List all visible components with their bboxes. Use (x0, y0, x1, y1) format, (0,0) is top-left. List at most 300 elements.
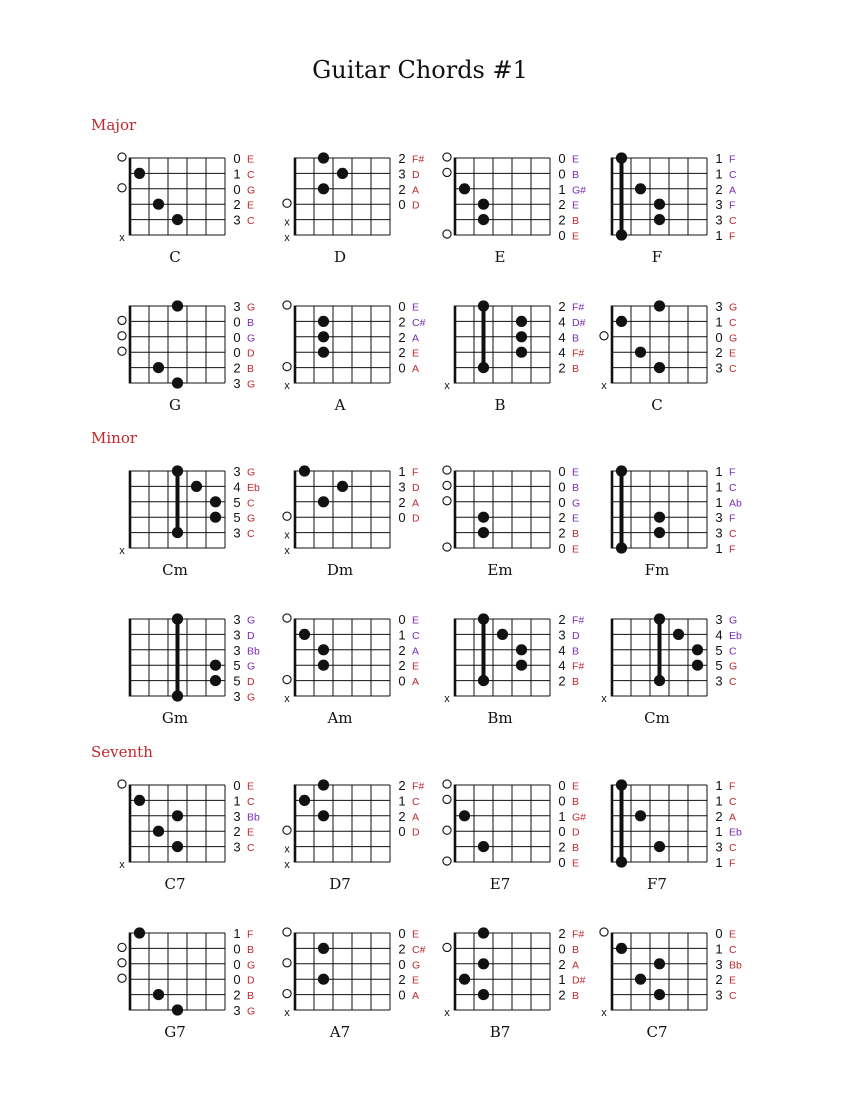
note-name: B (572, 645, 580, 658)
finger-dot (654, 362, 665, 373)
muted-string-marker: x (284, 232, 290, 244)
chord-row (91, 429, 742, 579)
muted-string-marker: x (119, 545, 125, 557)
finger-dot (172, 1004, 183, 1015)
finger-dot (654, 300, 665, 311)
fret-number: 2 (558, 525, 566, 541)
fret-number: 0 (398, 926, 406, 941)
chord-diagram (443, 926, 586, 1041)
open-string-marker (283, 676, 291, 684)
fret-number: 1 (558, 181, 566, 197)
fret-number: 2 (558, 299, 566, 314)
finger-dot (478, 362, 489, 373)
chord-name: Bm (487, 709, 513, 727)
fret-number: 2 (715, 808, 723, 824)
chord-diagram (444, 612, 584, 727)
chord-name: G7 (164, 1023, 186, 1041)
fret-number: 0 (398, 299, 406, 314)
note-name: B (572, 168, 580, 181)
fret-number: 3 (715, 197, 723, 213)
finger-dot (318, 316, 329, 327)
fret-number: 5 (233, 658, 241, 674)
note-name: D (412, 826, 420, 839)
note-name: E (572, 857, 580, 870)
fret-number: 2 (233, 197, 241, 213)
chord-name: C (169, 248, 181, 266)
note-name: E (247, 153, 255, 166)
note-name: D# (572, 316, 586, 329)
fret-number: 4 (715, 627, 723, 643)
fret-number: 0 (233, 345, 241, 361)
fret-number: 1 (715, 941, 723, 957)
chord-row (130, 612, 742, 727)
fret-number: 0 (558, 793, 566, 809)
note-name: B (572, 332, 580, 345)
note-name: E (572, 153, 580, 166)
finger-dot (616, 856, 627, 867)
note-name: E (572, 780, 580, 793)
fret-number: 1 (558, 808, 566, 824)
note-name: G (729, 332, 738, 345)
note-name: G (247, 614, 256, 627)
finger-dot (172, 214, 183, 225)
open-string-marker (118, 184, 126, 192)
note-name: F (412, 466, 419, 479)
finger-dot (516, 316, 527, 327)
fret-number: 4 (233, 479, 241, 495)
finger-dot (153, 826, 164, 837)
note-name: C (412, 629, 420, 642)
note-name: A (412, 497, 420, 510)
muted-string-marker: x (284, 216, 290, 229)
open-string-marker (283, 199, 291, 207)
fret-number: 0 (233, 941, 241, 957)
finger-dot (616, 542, 627, 553)
chord-diagram (612, 778, 742, 893)
note-name: Bb (247, 811, 260, 824)
chord-name: Cm (644, 709, 670, 727)
finger-dot (318, 496, 329, 507)
muted-string-marker: x (601, 693, 607, 705)
finger-dot (654, 512, 665, 523)
fret-number: 5 (715, 642, 723, 658)
fret-number: 2 (558, 212, 566, 228)
note-name: G (247, 378, 256, 391)
fret-number: 0 (558, 941, 566, 957)
open-string-marker (283, 512, 291, 520)
fret-number: 2 (398, 314, 406, 330)
note-name: C (729, 795, 737, 808)
chord-name: B (494, 396, 506, 414)
fret-number: 1 (715, 855, 723, 870)
chord-name: F7 (647, 875, 667, 893)
note-name: G (572, 497, 581, 510)
fret-number: 2 (233, 987, 241, 1003)
fret-number: 5 (233, 510, 241, 526)
open-string-marker (118, 943, 126, 951)
fret-number: 3 (715, 612, 723, 627)
finger-dot (654, 214, 665, 225)
finger-dot (134, 795, 145, 806)
note-name: C (729, 528, 737, 541)
finger-dot (635, 810, 646, 821)
note-name: D (247, 629, 255, 642)
chord-diagram (119, 464, 260, 579)
note-name: A (729, 811, 737, 824)
fret-number: 0 (233, 956, 241, 972)
finger-dot (497, 629, 508, 640)
fret-number: 2 (558, 510, 566, 526)
chord-name: Am (327, 709, 353, 727)
finger-dot (616, 316, 627, 327)
note-name: C (729, 842, 737, 855)
note-name: Ab (729, 497, 742, 510)
note-name: B (572, 795, 580, 808)
finger-dot (318, 644, 329, 655)
finger-dot (654, 675, 665, 686)
note-name: A (412, 811, 420, 824)
finger-dot (478, 527, 489, 538)
chord-diagram (612, 151, 737, 266)
fret-number: 1 (715, 479, 723, 495)
note-name: E (247, 780, 255, 793)
note-name: A (412, 990, 420, 1003)
note-name: B (247, 363, 255, 376)
section-heading: Seventh (91, 743, 153, 761)
finger-dot (318, 974, 329, 985)
finger-dot (635, 347, 646, 358)
note-name: E (412, 301, 420, 314)
note-name: E (572, 230, 580, 243)
fret-number: 2 (558, 360, 566, 376)
open-string-marker (443, 780, 451, 788)
note-name: F (729, 857, 736, 870)
fret-number: 2 (558, 197, 566, 213)
fret-number: 1 (715, 166, 723, 182)
note-name: D (247, 676, 255, 689)
note-name: C# (412, 943, 426, 956)
finger-dot (210, 512, 221, 523)
chord-row (118, 299, 737, 414)
fret-number: 0 (398, 360, 406, 376)
fret-number: 0 (233, 181, 241, 197)
fret-number: 0 (398, 673, 406, 689)
fret-number: 2 (558, 956, 566, 972)
fret-number: 2 (398, 972, 406, 988)
note-name: D (412, 512, 420, 525)
chord-name: A7 (329, 1023, 351, 1041)
note-name: E (412, 614, 420, 627)
fret-number: 2 (398, 658, 406, 674)
fret-number: 3 (233, 642, 241, 658)
chord-name: F (651, 248, 663, 266)
finger-dot (153, 199, 164, 210)
fret-number: 3 (233, 376, 241, 391)
open-string-marker (600, 928, 608, 936)
fret-number: 1 (233, 793, 241, 809)
finger-dot (318, 152, 329, 163)
fret-number: 4 (558, 314, 566, 330)
finger-dot (172, 377, 183, 388)
fret-number: 3 (715, 299, 723, 314)
fret-number: 0 (558, 151, 566, 166)
finger-dot (516, 644, 527, 655)
chord-diagram (118, 778, 260, 893)
note-name: Bb (729, 959, 742, 972)
finger-dot (478, 199, 489, 210)
fret-number: 0 (233, 329, 241, 345)
fret-number: 1 (715, 228, 723, 243)
open-string-marker (443, 943, 451, 951)
open-string-marker (283, 363, 291, 371)
muted-string-marker: x (601, 1007, 607, 1019)
fret-number: 2 (398, 778, 406, 793)
note-name: G (247, 301, 256, 314)
fret-number: 5 (715, 658, 723, 674)
open-string-marker (283, 826, 291, 834)
fret-number: 2 (715, 972, 723, 988)
fret-number: 4 (558, 345, 566, 361)
finger-dot (172, 613, 183, 624)
open-string-marker (443, 168, 451, 176)
open-string-marker (443, 466, 451, 474)
finger-dot (172, 810, 183, 821)
note-name: E (729, 347, 737, 360)
chord-diagram (601, 612, 742, 727)
chord-diagram (444, 299, 585, 414)
fret-number: 0 (233, 972, 241, 988)
fret-number: 1 (233, 166, 241, 182)
chord-diagram (600, 926, 742, 1041)
note-name: F (729, 780, 736, 793)
fret-number: 0 (398, 197, 406, 213)
chord-diagram (283, 299, 426, 414)
chord-name: Em (487, 561, 513, 579)
muted-string-marker: x (284, 1007, 290, 1019)
fret-number: 3 (233, 612, 241, 627)
finger-dot (210, 496, 221, 507)
note-name: E (412, 928, 420, 941)
finger-dot (654, 613, 665, 624)
fret-number: 1 (398, 627, 406, 643)
note-name: C (729, 168, 737, 181)
fret-number: 2 (398, 329, 406, 345)
open-string-marker (283, 301, 291, 309)
fret-number: 2 (398, 181, 406, 197)
fret-number: 3 (233, 525, 241, 541)
muted-string-marker: x (119, 232, 125, 244)
finger-dot (210, 675, 221, 686)
open-string-marker (443, 543, 451, 551)
note-name: F# (572, 347, 585, 360)
fret-number: 2 (233, 824, 241, 840)
fret-number: 1 (715, 464, 723, 479)
fret-number: 2 (558, 839, 566, 855)
fret-number: 0 (233, 314, 241, 330)
finger-dot (478, 841, 489, 852)
chord-name: C7 (164, 875, 186, 893)
fret-number: 0 (398, 824, 406, 840)
finger-dot (654, 989, 665, 1000)
chord-diagram (612, 464, 742, 579)
open-string-marker (118, 316, 126, 324)
fret-number: 3 (233, 627, 241, 643)
finger-dot (459, 183, 470, 194)
fret-number: 1 (715, 494, 723, 510)
fret-number: 2 (398, 808, 406, 824)
note-name: B (572, 842, 580, 855)
chord-diagram (118, 151, 255, 266)
fret-number: 0 (233, 778, 241, 793)
note-name: F# (572, 928, 585, 941)
muted-string-marker: x (284, 859, 290, 871)
finger-dot (478, 675, 489, 686)
note-name: A (412, 676, 420, 689)
fret-number: 0 (398, 987, 406, 1003)
note-name: F# (412, 153, 425, 166)
fret-number: 1 (558, 972, 566, 988)
finger-dot (459, 974, 470, 985)
open-string-marker (443, 481, 451, 489)
fret-number: 3 (715, 839, 723, 855)
fret-number: 2 (233, 360, 241, 376)
fret-number: 3 (715, 510, 723, 526)
fret-number: 0 (715, 926, 723, 941)
fret-number: 0 (715, 329, 723, 345)
note-name: D (412, 199, 420, 212)
finger-dot (337, 481, 348, 492)
fret-number: 2 (558, 926, 566, 941)
chord-name: Cm (162, 561, 188, 579)
chord-name: G (169, 396, 181, 414)
chord-diagram (118, 926, 255, 1041)
finger-dot (318, 810, 329, 821)
note-name: F# (572, 660, 585, 673)
chord-name: C7 (646, 1023, 668, 1041)
fret-number: 3 (233, 299, 241, 314)
finger-dot (172, 527, 183, 538)
chord-row (118, 926, 742, 1041)
muted-string-marker: x (284, 693, 290, 705)
open-string-marker (283, 928, 291, 936)
fret-number: 1 (233, 926, 241, 941)
section-heading: Minor (91, 429, 138, 447)
fret-number: 3 (715, 212, 723, 228)
note-name: F (247, 928, 254, 941)
finger-dot (299, 795, 310, 806)
fret-number: 0 (558, 494, 566, 510)
note-name: G (412, 959, 421, 972)
chord-diagram (118, 299, 255, 414)
chord-name: Fm (644, 561, 670, 579)
finger-dot (516, 331, 527, 342)
finger-dot (616, 779, 627, 790)
finger-dot (318, 347, 329, 358)
note-name: G (247, 332, 256, 345)
fret-number: 3 (715, 525, 723, 541)
fret-number: 3 (233, 212, 241, 228)
muted-string-marker: x (284, 843, 290, 856)
note-name: E (572, 543, 580, 556)
note-name: E (412, 974, 420, 987)
note-name: F (729, 466, 736, 479)
note-name: A (412, 645, 420, 658)
open-string-marker (600, 332, 608, 340)
fret-number: 2 (558, 673, 566, 689)
note-name: F (729, 153, 736, 166)
chord-row (91, 743, 742, 893)
note-name: F# (572, 301, 585, 314)
chord-name: D7 (329, 875, 351, 893)
finger-dot (692, 644, 703, 655)
open-string-marker (443, 497, 451, 505)
note-name: E (247, 199, 255, 212)
fret-number: 1 (398, 464, 406, 479)
note-name: D (247, 347, 255, 360)
note-name: Eb (729, 629, 742, 642)
fret-number: 3 (398, 479, 406, 495)
note-name: D (412, 168, 420, 181)
note-name: B (572, 676, 580, 689)
note-name: G (247, 184, 256, 197)
chord-diagram (283, 612, 420, 727)
note-name: G (247, 959, 256, 972)
finger-dot (616, 465, 627, 476)
finger-dot (616, 943, 627, 954)
fret-number: 4 (558, 658, 566, 674)
muted-string-marker: x (444, 380, 450, 392)
finger-dot (478, 958, 489, 969)
finger-dot (210, 660, 221, 671)
fret-number: 3 (715, 987, 723, 1003)
note-name: G (247, 691, 256, 704)
fret-number: 3 (233, 839, 241, 855)
fret-number: 3 (233, 689, 241, 704)
note-name: G# (572, 184, 587, 197)
fret-number: 1 (715, 314, 723, 330)
finger-dot (318, 331, 329, 342)
chord-diagram (600, 299, 737, 414)
note-name: B (247, 943, 255, 956)
fret-number: 3 (715, 956, 723, 972)
fret-number: 1 (715, 151, 723, 166)
finger-dot (172, 300, 183, 311)
muted-string-marker: x (284, 529, 290, 542)
fret-number: 5 (233, 673, 241, 689)
note-name: G (729, 614, 738, 627)
open-string-marker (443, 230, 451, 238)
chord-diagram (283, 778, 425, 893)
fret-number: 2 (715, 345, 723, 361)
finger-dot (478, 989, 489, 1000)
chord-name: D (333, 248, 347, 266)
chord-row (91, 116, 737, 266)
fret-number: 1 (715, 541, 723, 556)
note-name: F (729, 512, 736, 525)
open-string-marker (118, 780, 126, 788)
section-heading: Major (91, 116, 137, 134)
note-name: G (729, 660, 738, 673)
chord-name: C (651, 396, 663, 414)
note-name: D (247, 974, 255, 987)
fret-number: 2 (558, 612, 566, 627)
page-title: Guitar Chords #1 (312, 56, 528, 84)
fret-number: 0 (398, 612, 406, 627)
chord-name: B7 (489, 1023, 511, 1041)
finger-dot (134, 927, 145, 938)
note-name: A (412, 363, 420, 376)
muted-string-marker: x (119, 859, 125, 871)
